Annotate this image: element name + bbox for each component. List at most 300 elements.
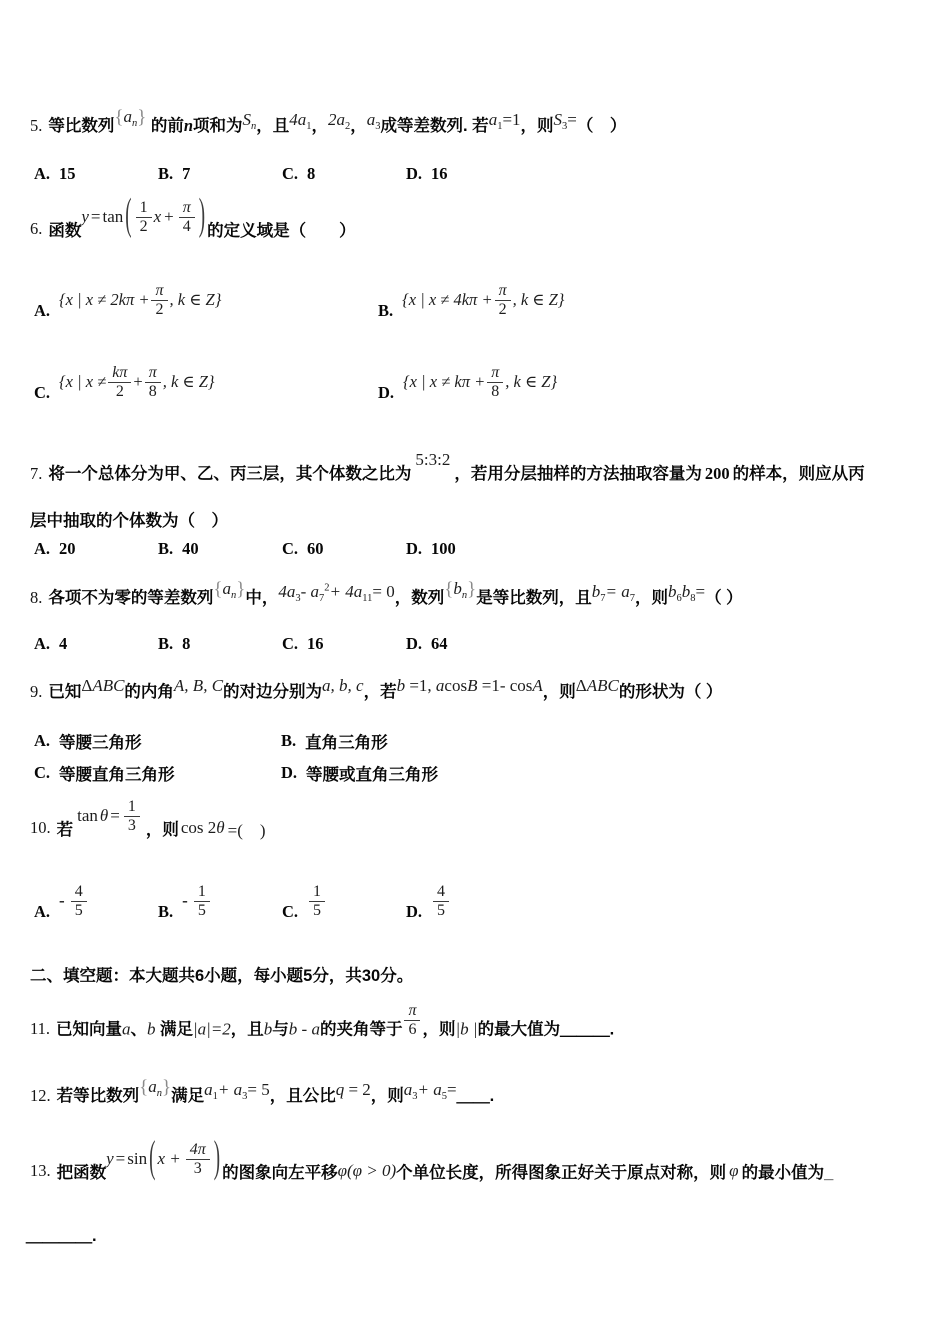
math-a: a [148, 1077, 157, 1096]
sub-1: 1 [306, 121, 312, 133]
option-value: 7 [182, 164, 191, 183]
math: S [553, 110, 563, 129]
math: + a [417, 1080, 442, 1099]
question-5-options [34, 164, 448, 184]
q10-text: 若 [56, 821, 74, 839]
math-phi-expr: φ(φ > 0) [337, 1161, 397, 1180]
q5-text: 成等差数列. 若 [380, 117, 489, 135]
question-13-stem [30, 1133, 834, 1190]
fraction [71, 883, 87, 919]
brace-left: { [444, 579, 454, 600]
q10-text: ，则 [145, 821, 179, 839]
question-11-stem [30, 1002, 615, 1048]
math-triangle-abc [576, 676, 619, 696]
option-c [282, 539, 406, 559]
sub-8: 8 [690, 593, 696, 605]
math-seq-bn [444, 578, 476, 601]
numerator: π [151, 282, 167, 301]
numerator: 4 [71, 883, 87, 902]
option-label: D. [406, 902, 423, 921]
tan: tan [77, 806, 98, 825]
question-11-number: 11. [30, 1019, 51, 1039]
sub-n: n [461, 590, 468, 602]
option-value: 40 [182, 539, 199, 558]
option-b [158, 164, 282, 184]
minus-sign: - [59, 891, 65, 910]
q11-text: 满足 [159, 1020, 193, 1039]
sub-6: 6 [676, 593, 682, 605]
math-seq-an [114, 106, 146, 129]
set-expr: , k ∈ Z} [162, 372, 215, 391]
option-label: A. [34, 164, 51, 183]
option-label: C. [282, 902, 299, 921]
option-label: C. [282, 634, 299, 653]
option-label: C. [34, 763, 51, 782]
denominator: 8 [491, 382, 500, 400]
numerator: 4π [186, 1141, 210, 1160]
option-label: B. [378, 301, 394, 320]
paren-right: ) [198, 191, 206, 241]
math-x-plus: x + [157, 1149, 181, 1168]
numerator: π [495, 282, 511, 301]
numerator: 1 [194, 883, 210, 902]
sub-2: 2 [345, 121, 351, 133]
math-a1-eq-1 [489, 110, 521, 132]
math-S3-eq [554, 110, 577, 132]
option-a [34, 729, 281, 753]
math: a [366, 110, 376, 129]
math: = 0 [372, 582, 395, 601]
q9-text: 的内角 [124, 683, 174, 701]
q6-text: 函数 [48, 222, 82, 240]
question-6-options-cd [34, 352, 557, 412]
denominator: 2 [155, 300, 164, 318]
q11-text: ，且 [230, 1020, 264, 1039]
delta: Δ [575, 676, 587, 695]
fraction-1-2 [136, 199, 152, 235]
option-label: B. [158, 634, 174, 653]
q11-text: 与 [272, 1020, 289, 1039]
math: = [567, 110, 577, 129]
math-b: b [263, 1019, 273, 1039]
math-a3 [367, 110, 381, 132]
q9-text: ，若 [363, 683, 397, 701]
math-seq-an [139, 1076, 171, 1099]
option-value: 等腰直角三角形 [59, 766, 175, 784]
math-abs-a: |a|=2 [192, 1019, 231, 1039]
option-a [34, 164, 158, 184]
q11-text: ，则 [422, 1020, 456, 1039]
math-4a1 [289, 110, 311, 132]
question-8-number: 8. [30, 588, 43, 607]
math-formula-sin [106, 1133, 222, 1183]
fraction [194, 883, 210, 919]
option-d [406, 539, 456, 559]
option-label: D. [406, 634, 423, 653]
question-10-stem [30, 798, 266, 842]
set-expr: {x | x ≠ 2kπ + [59, 290, 150, 309]
denominator: 2 [115, 382, 124, 400]
sub-3: 3 [562, 121, 568, 133]
math: = 5 [247, 1080, 270, 1099]
sub-5: 5 [441, 1091, 448, 1103]
option-value: 8 [307, 164, 316, 183]
option-value: 100 [431, 539, 456, 558]
math-q: q [335, 1080, 345, 1099]
question-9-stem [30, 678, 722, 702]
option-value: 等腰三角形 [59, 734, 142, 752]
denominator: 5 [74, 901, 83, 919]
q5-text: 的前 [150, 117, 184, 135]
math: =1 [502, 110, 521, 129]
q13-text: 的最小值为_ [741, 1164, 834, 1182]
q8-text: 中， [245, 589, 279, 607]
option-value: 直角三角形 [305, 734, 388, 752]
theta: θ [99, 806, 109, 825]
plus: + [133, 372, 143, 391]
option-label: A. [34, 301, 51, 320]
math-x: x [153, 207, 162, 226]
q8-text: 是等比数列，且 [476, 589, 592, 607]
math: B [467, 676, 478, 695]
q13-text: 把函数 [56, 1164, 107, 1182]
denominator: 2 [498, 300, 507, 318]
paren-left: ( [149, 1133, 156, 1183]
option-label: C. [282, 164, 299, 183]
numerator: 4 [433, 883, 449, 902]
section-2-header [30, 962, 413, 986]
math-a3-plus-a5 [404, 1080, 457, 1102]
q7-text: 层中抽取的个体数为（ ） [30, 512, 228, 530]
q9-text: 的形状为（ ） [618, 683, 723, 701]
math-triangle-abc [81, 676, 124, 696]
numerator: π [179, 199, 195, 218]
set-expr: , k ∈ Z} [505, 372, 558, 391]
plus: + [164, 207, 174, 226]
sub-1: 1 [497, 121, 503, 133]
cos-2theta: cos 2 [180, 818, 217, 837]
math-formula-tan [81, 191, 207, 241]
option-label: B. [281, 731, 297, 750]
equals: = [115, 1149, 126, 1168]
option-label: D. [406, 164, 423, 183]
math-Sn [243, 110, 257, 132]
brace-right: } [467, 579, 477, 600]
q7-text: 的样本，则应从丙 [732, 465, 865, 483]
option-c [282, 634, 406, 654]
option-d [378, 352, 557, 412]
sub-n: n [132, 118, 138, 130]
q12-blank: ＿＿. [456, 1087, 495, 1105]
option-c [282, 874, 406, 928]
math: = 2 [344, 1080, 371, 1099]
math: A [532, 676, 543, 695]
option-c [282, 164, 406, 184]
math-a1-plus-a3 [204, 1080, 270, 1102]
option-label: D. [378, 383, 395, 402]
sub-n: n [251, 121, 257, 133]
answer-paren: （ ） [705, 589, 743, 607]
q11-text: 的夹角等于 [319, 1020, 403, 1039]
fraction [151, 282, 167, 318]
q12-text: 满足 [171, 1087, 205, 1105]
equals: = [447, 1080, 457, 1099]
math: 2a [328, 110, 346, 129]
fraction-4pi-3 [186, 1141, 210, 1177]
option-label: B. [158, 539, 174, 558]
sup-2: 2 [324, 582, 330, 594]
question-10-options [34, 874, 451, 928]
set-expr: , k ∈ Z} [169, 290, 222, 309]
fraction-pi-4 [179, 199, 195, 235]
delta: Δ [81, 676, 93, 695]
option-value: 60 [307, 539, 324, 558]
question-7-number: 7. [30, 464, 43, 483]
math-tan-theta [77, 798, 142, 834]
q9-text: 的对边分别为 [223, 683, 323, 701]
option-label: B. [158, 164, 174, 183]
brace-left: { [213, 579, 223, 600]
set-expr: {x | x ≠ 4kπ + [402, 290, 493, 309]
q9-text: 已知 [48, 683, 82, 701]
equals: = [695, 582, 706, 601]
option-value: 64 [431, 634, 448, 653]
math-condition [397, 676, 543, 696]
option-d [406, 874, 451, 928]
option-label: C. [282, 539, 299, 558]
fraction [145, 364, 161, 400]
math: b [396, 676, 406, 695]
option-value: 16 [431, 164, 448, 183]
fraction [487, 364, 503, 400]
denominator: 5 [437, 901, 446, 919]
q8-text: ，数列 [394, 589, 445, 607]
denominator: 4 [182, 217, 191, 235]
question-5-number: 5. [30, 116, 43, 135]
fraction [309, 883, 325, 919]
question-6-stem [30, 191, 356, 248]
numerator: 1 [124, 798, 140, 817]
option-d [281, 761, 438, 785]
cos: cos [444, 676, 468, 695]
denominator: 6 [408, 1020, 417, 1038]
math: a [435, 676, 445, 695]
q5-text: 等比数列 [48, 117, 115, 135]
sub-3: 3 [375, 121, 381, 133]
q9-text: ，则 [542, 683, 576, 701]
option-label: A. [34, 902, 51, 921]
math-b: b [147, 1019, 156, 1039]
math: a [488, 110, 498, 129]
dun-comma: 、 [130, 1020, 148, 1039]
question-8-options [34, 634, 448, 654]
sub-1: 1 [212, 1091, 218, 1103]
question-8-stem [30, 579, 743, 610]
math-a: a [123, 107, 132, 126]
fraction-1-3 [124, 798, 140, 834]
denominator: 8 [148, 382, 157, 400]
math-angles: A, B, C [173, 676, 224, 695]
question-10-number: 10. [30, 818, 51, 837]
math: - a [300, 582, 320, 601]
math-equation [278, 582, 394, 604]
option-label: A. [34, 539, 51, 558]
sub-n: n [231, 590, 237, 602]
math-seq-an [213, 578, 245, 601]
denominator: 5 [313, 901, 322, 919]
math: b [667, 582, 677, 601]
option-value: 20 [59, 539, 76, 558]
option-c [34, 352, 378, 412]
math-ABC: ABC [92, 676, 125, 695]
q13-text: 个单位长度，所得图象正好关于原点对称，则 [396, 1164, 727, 1182]
math-ABC: ABC [586, 676, 619, 695]
option-label: A. [34, 731, 51, 750]
q12-text: 若等比数列 [56, 1087, 140, 1105]
theta: θ [216, 818, 225, 837]
math-a: a [222, 579, 231, 598]
set-expr: {x | x ≠ kπ + [403, 372, 486, 391]
denominator: 5 [197, 901, 206, 919]
option-label: D. [406, 539, 423, 558]
question-7-options [34, 539, 456, 559]
option-a [34, 272, 378, 328]
brace-left: { [114, 107, 124, 128]
math-ratio: 5:3:2 [415, 450, 451, 469]
math-y: y [106, 1149, 114, 1168]
math-q-eq-2 [336, 1080, 371, 1100]
math: =1- [477, 676, 510, 695]
sin: sin [127, 1149, 148, 1168]
cos: cos [509, 676, 533, 695]
denominator: 3 [127, 816, 136, 834]
q12-text: ，则 [370, 1087, 404, 1105]
sub-n: n [156, 1088, 162, 1100]
brace-right: } [162, 1077, 172, 1098]
math: 4a [289, 110, 307, 129]
fraction [433, 883, 449, 919]
math: =1, [405, 676, 436, 695]
sub-3: 3 [295, 593, 301, 605]
question-13-blank-line [26, 1222, 97, 1246]
brace-left: { [139, 1077, 149, 1098]
section-2-title: 二、填空题：本大题共6小题，每小题5分，共30分。 [30, 967, 414, 985]
question-12-stem [30, 1077, 495, 1108]
option-b [158, 539, 282, 559]
set-expr: , k ∈ Z} [512, 290, 565, 309]
sub-7: 7 [319, 593, 325, 605]
option-a [34, 634, 158, 654]
q12-text: ，且公比 [269, 1087, 336, 1105]
denominator: 2 [139, 217, 148, 235]
math: + 4a [329, 582, 363, 601]
math: + a [217, 1080, 243, 1099]
math-abs-b: |b | [455, 1019, 478, 1039]
equals: = [110, 806, 120, 825]
denominator: 3 [193, 1159, 202, 1177]
question-13-number: 13. [30, 1161, 51, 1180]
question-6-number: 6. [30, 219, 43, 238]
sub-7: 7 [629, 593, 635, 605]
q5-text: ，则 [520, 117, 554, 135]
q11-text: 已知向量 [56, 1020, 123, 1039]
question-7-stem-line2 [30, 507, 228, 531]
number-200: 200 [704, 464, 730, 483]
option-value: 等腰或直角三角形 [306, 766, 439, 784]
comma: ， [350, 117, 367, 135]
math: 4a [278, 582, 296, 601]
math-b-minus-a: b - a [288, 1019, 320, 1039]
question-6-options-ab [34, 272, 564, 328]
math-S: S [242, 110, 252, 129]
option-value: 8 [182, 634, 191, 653]
option-label: C. [34, 383, 51, 402]
brace-right: } [137, 107, 147, 128]
numerator: π [145, 364, 161, 383]
equals-paren: =( ) [227, 820, 266, 840]
question-12-number: 12. [30, 1086, 51, 1105]
math-n: n [183, 116, 194, 135]
sub-3: 3 [242, 1091, 248, 1103]
q7-text: 将一个总体分为甲、乙、丙三层，其个体数之比为 [48, 465, 412, 483]
question-9-options-cd [34, 761, 438, 785]
numerator: π [404, 1002, 420, 1021]
answer-paren: （ ） [576, 117, 627, 135]
numerator: 1 [309, 883, 325, 902]
option-b [281, 729, 388, 753]
option-value: 15 [59, 164, 76, 183]
option-d [406, 634, 448, 654]
math: b [681, 582, 691, 601]
tan: tan [102, 207, 124, 226]
math-a: a [122, 1019, 131, 1039]
math-b6b8 [668, 582, 705, 604]
q8-text: 各项不为零的等差数列 [48, 589, 214, 607]
sub-3: 3 [412, 1091, 418, 1103]
q7-text: ，若用分层抽样的方法抽取容量为 [454, 465, 702, 483]
fill-in-blank: ＿＿＿＿. [26, 1227, 97, 1245]
question-7-stem-line1 [30, 450, 865, 484]
math-b7-eq-a7 [592, 582, 635, 604]
q5-text: ，且 [256, 117, 290, 135]
option-label: A. [34, 634, 51, 653]
math-phi: φ [729, 1161, 739, 1180]
numerator: kπ [108, 364, 131, 383]
option-d [406, 164, 448, 184]
q8-text: ，则 [634, 589, 668, 607]
math: a [403, 1080, 413, 1099]
option-b [378, 272, 564, 328]
question-9-options-ab [34, 729, 388, 753]
math: a [204, 1080, 213, 1099]
q11-text-blank: 的最大值为＿＿＿. [477, 1020, 615, 1039]
math-2a2 [328, 110, 350, 132]
fraction [108, 364, 131, 400]
q6-text: 的定义域是（ ） [207, 222, 356, 240]
option-value: 16 [307, 634, 324, 653]
option-c [34, 761, 281, 785]
sub-7: 7 [600, 593, 606, 605]
paren-right: ) [213, 1133, 221, 1183]
set-expr: {x | x ≠ [59, 372, 107, 391]
fraction [495, 282, 511, 318]
question-9-number: 9. [30, 682, 43, 701]
sub-11: 11 [362, 593, 373, 605]
option-b [158, 634, 282, 654]
q13-text: 的图象向左平移 [222, 1164, 338, 1182]
math-b: b [453, 579, 462, 598]
option-value: 4 [59, 634, 68, 653]
